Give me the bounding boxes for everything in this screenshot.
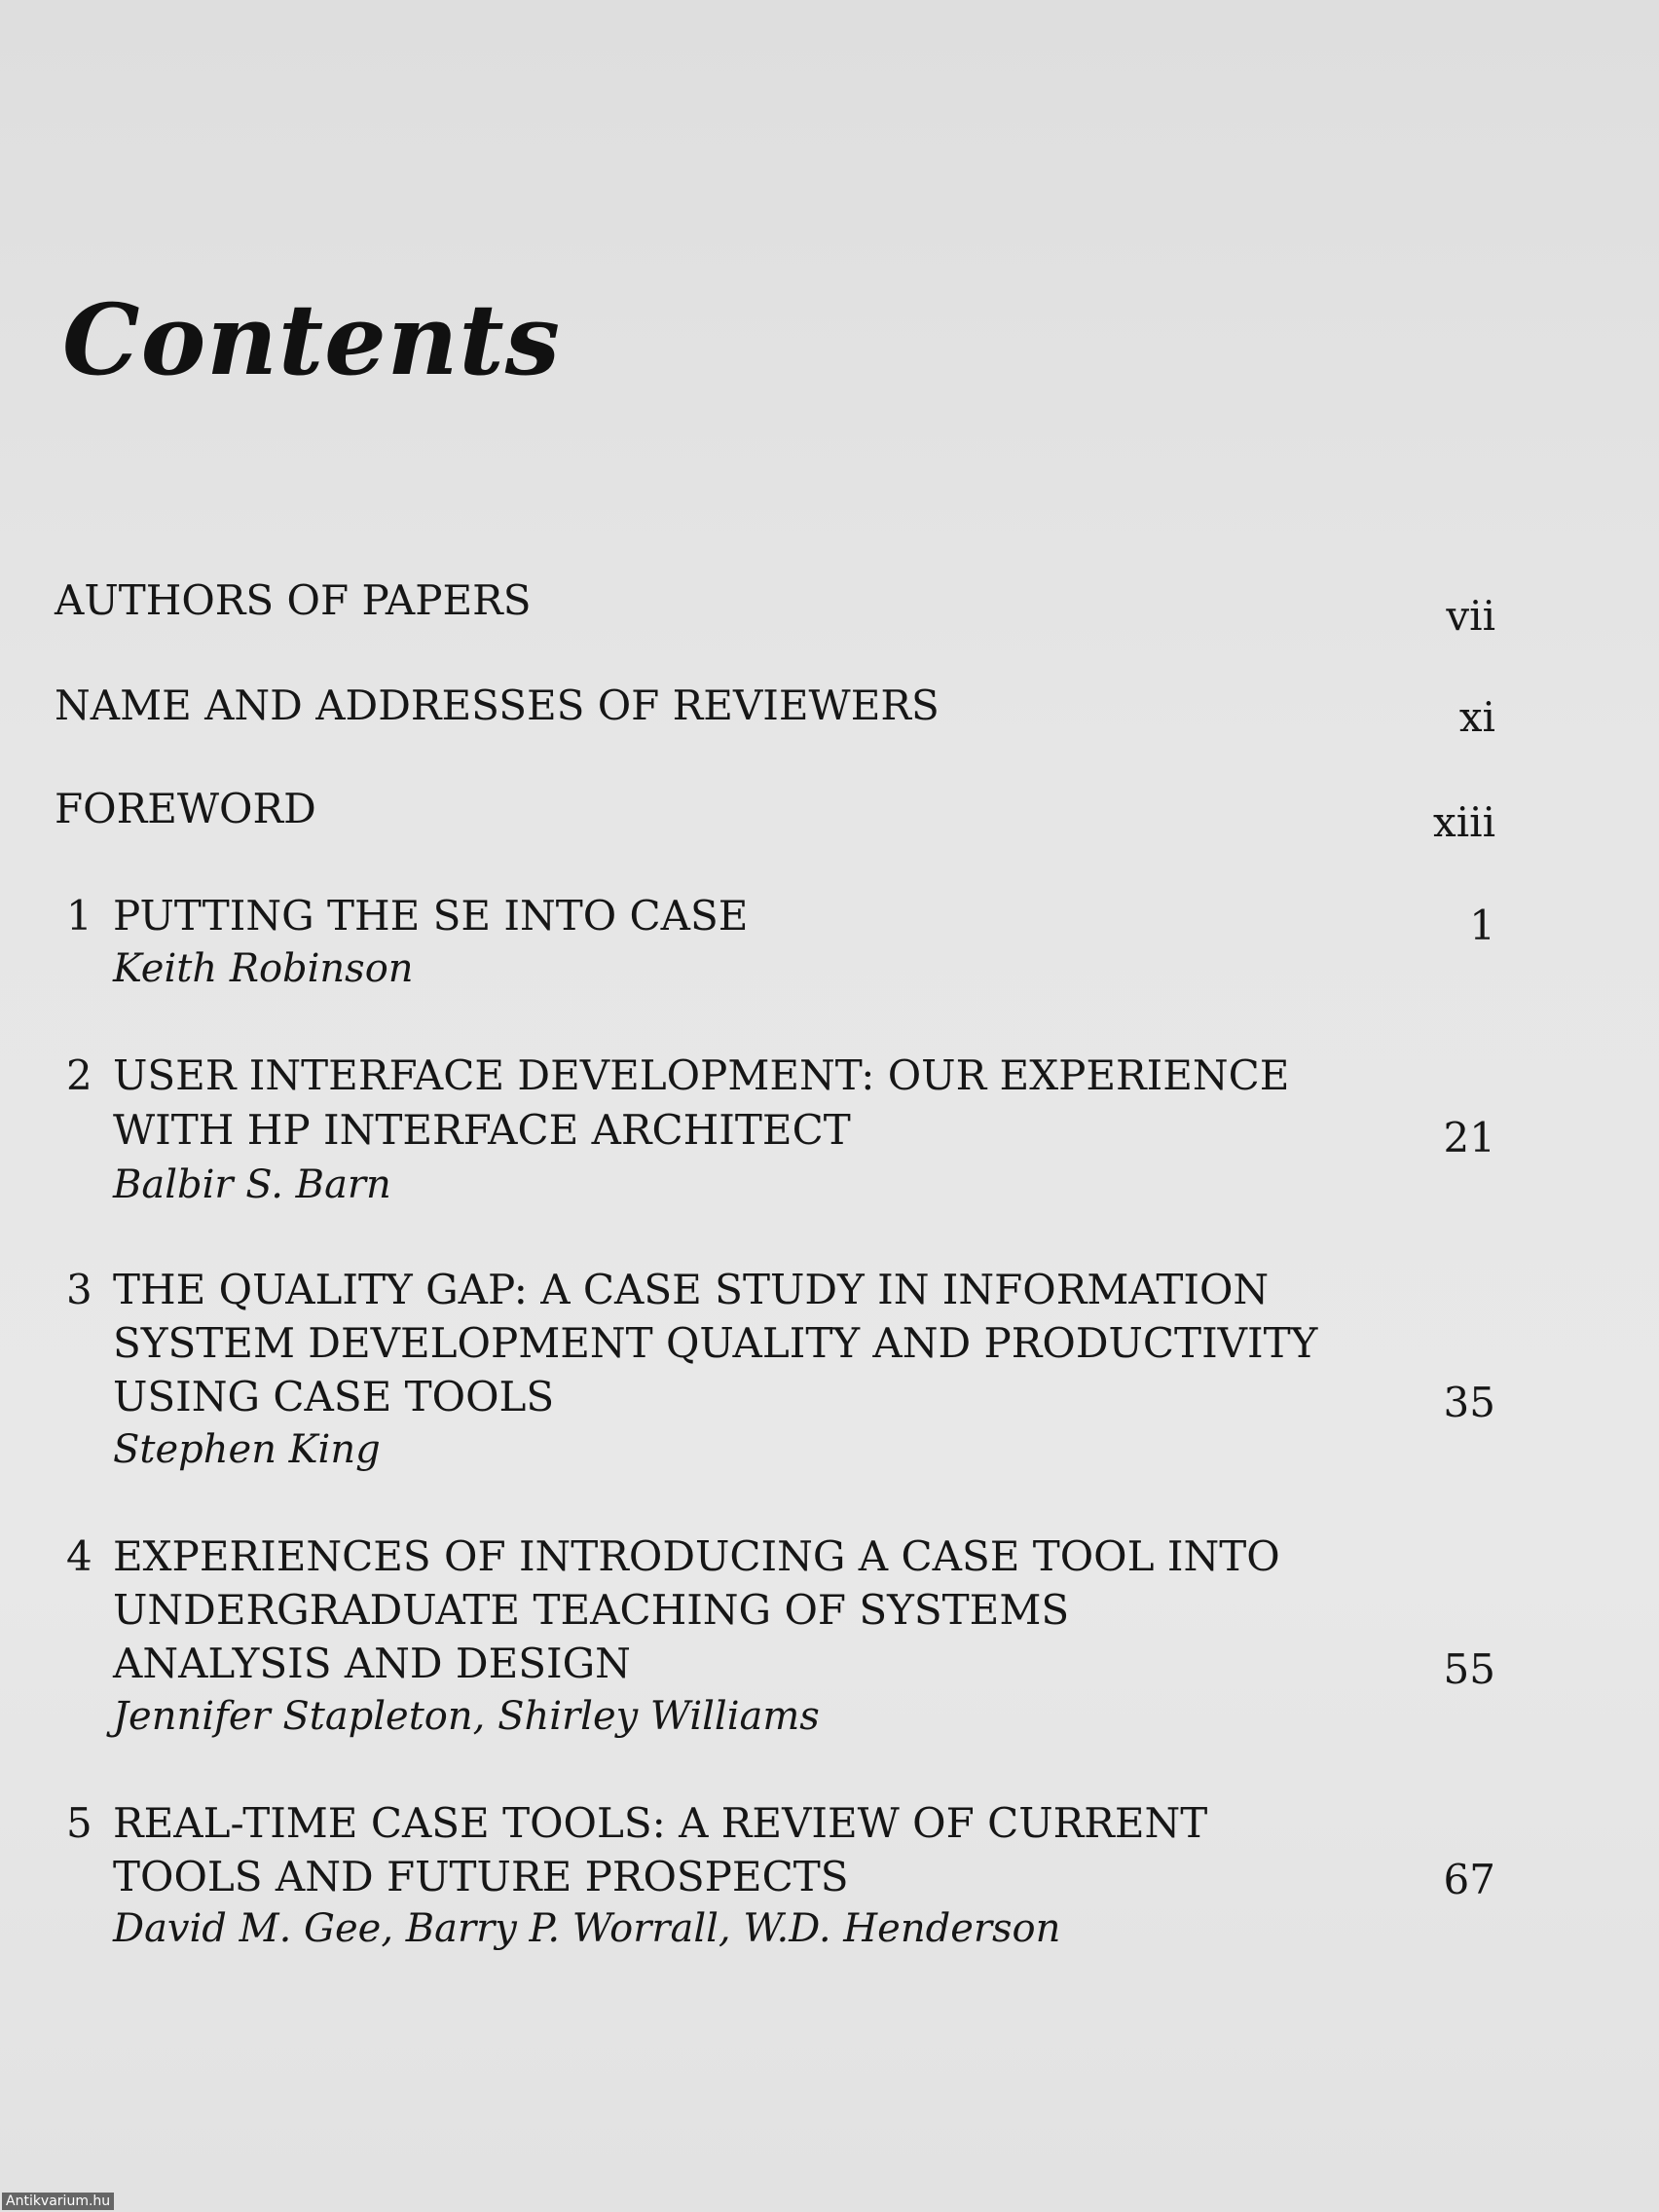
chapter-number: 1 (66, 892, 92, 940)
site-watermark: Antikvarium.hu (2, 2193, 114, 2210)
chapter-title-line: USING CASE TOOLS (113, 1373, 555, 1420)
chapter-page: 21 (1443, 1114, 1495, 1161)
toc-entry-page: vii (1446, 592, 1495, 640)
chapter-title-line: THE QUALITY GAP: A CASE STUDY IN INFORMATION (113, 1266, 1270, 1313)
chapter-authors: Jennifer Stapleton, Shirley Williams (113, 1694, 820, 1739)
toc-entry-title: AUTHORS OF PAPERS (55, 576, 532, 624)
toc-entry-page: xi (1458, 693, 1495, 741)
chapter-authors: Balbir S. Barn (113, 1162, 391, 1207)
chapter-title-line: PUTTING THE SE INTO CASE (113, 892, 749, 940)
chapter-title-line: WITH HP INTERFACE ARCHITECT (113, 1106, 851, 1154)
chapter-authors: Stephen King (113, 1427, 381, 1472)
chapter-page: 1 (1469, 902, 1495, 949)
chapter-page: 35 (1443, 1379, 1495, 1426)
chapter-title-line: ANALYSIS AND DESIGN (113, 1640, 631, 1687)
chapter-title-line: USER INTERFACE DEVELOPMENT: OUR EXPERIENCE (113, 1051, 1290, 1099)
chapter-number: 2 (66, 1051, 92, 1099)
chapter-number: 5 (66, 1799, 92, 1847)
toc-entry-title: NAME AND ADDRESSES OF REVIEWERS (55, 682, 940, 729)
toc-entry-title: FOREWORD (55, 785, 316, 832)
chapter-number: 3 (66, 1266, 92, 1313)
chapter-number: 4 (66, 1532, 92, 1580)
chapter-title-line: TOOLS AND FUTURE PROSPECTS (113, 1853, 849, 1900)
chapter-authors: Keith Robinson (113, 946, 414, 991)
chapter-title-line: REAL-TIME CASE TOOLS: A REVIEW OF CURRENT (113, 1799, 1208, 1847)
chapter-title-line: EXPERIENCES OF INTRODUCING A CASE TOOL INTO (113, 1532, 1280, 1580)
chapter-page: 55 (1443, 1645, 1495, 1693)
chapter-page: 67 (1443, 1856, 1495, 1903)
chapter-authors: David M. Gee, Barry P. Worrall, W.D. Henderson (113, 1906, 1061, 1951)
chapter-title-line: UNDERGRADUATE TEACHING OF SYSTEMS (113, 1586, 1070, 1634)
toc-entry-page: xiii (1433, 798, 1495, 846)
chapter-title-line: SYSTEM DEVELOPMENT QUALITY AND PRODUCTIVITY (113, 1319, 1318, 1367)
page-title: Contents (62, 282, 562, 397)
